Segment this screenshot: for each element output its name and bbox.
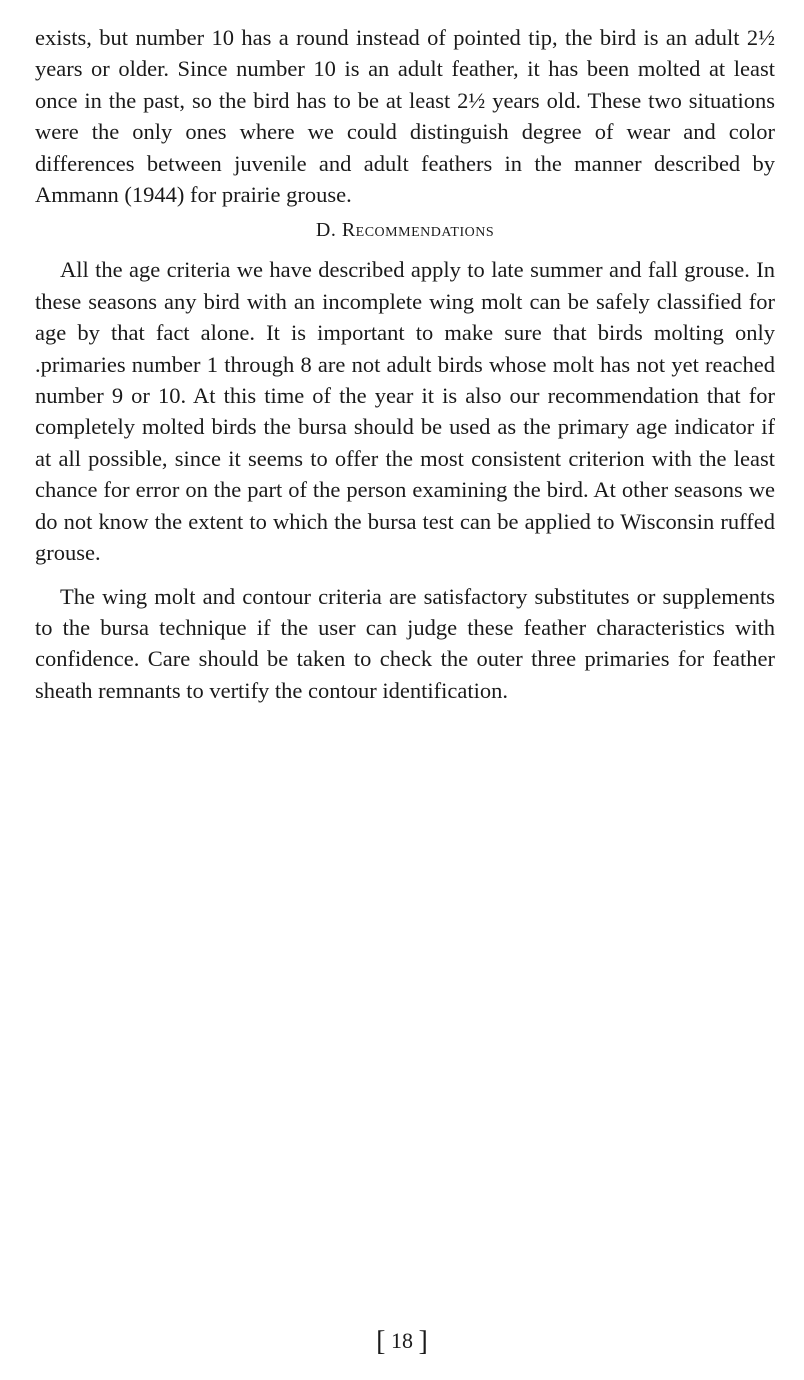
bracket-close: ] bbox=[418, 1326, 428, 1357]
section-title: Recommendations bbox=[341, 219, 495, 242]
page-number: 18 bbox=[391, 1328, 413, 1353]
continuation-paragraph: exists, but number 10 has a round instead of pointed tip, the bird is an adult 2½ years or older. Since number 10 is an adult feather, it has been molted at least once in the past, so the bird has to be at least 2½ years old. These two situations were the only ones where we could distinguish degree of wear and color differences between juvenile and adult feathers in the manner described by Ammann (1944) for prairie grouse. bbox=[35, 25, 775, 208]
section-heading bbox=[35, 214, 775, 246]
document-page bbox=[35, 22, 775, 706]
section-label: D. bbox=[315, 219, 337, 242]
page-number-footer bbox=[0, 1326, 804, 1357]
recommendations-paragraph-1: All the age criteria we have described apply to late summer and fall grouse. In these seasons any bird with an incomplete wing molt can be safely classified for age by that fact alone. It is important to make sure that birds molting only .primaries number 1 through 8 are not adult birds whose molt has not yet reached number 9 or 10. At this time of the year it is also our recommendation that for completely molted birds the bursa should be used as the primary age indicator if at all possible, since it seems to offer the most consistent criterion with the least chance for error on the part of the person examining the bird. At other seasons we do not know the extent to which the bursa test can be applied to Wisconsin ruffed grouse. bbox=[35, 257, 775, 566]
bracket-open: [ bbox=[376, 1326, 386, 1357]
recommendations-paragraph-2: The wing molt and contour criteria are satisfactory substitutes or supplements to the bursa technique if the user can judge these feather characteristics with confidence. Care should be taken to check the outer three primaries for feather sheath remnants to vertify the contour identification. bbox=[35, 583, 775, 703]
paragraph-gap bbox=[35, 569, 775, 581]
